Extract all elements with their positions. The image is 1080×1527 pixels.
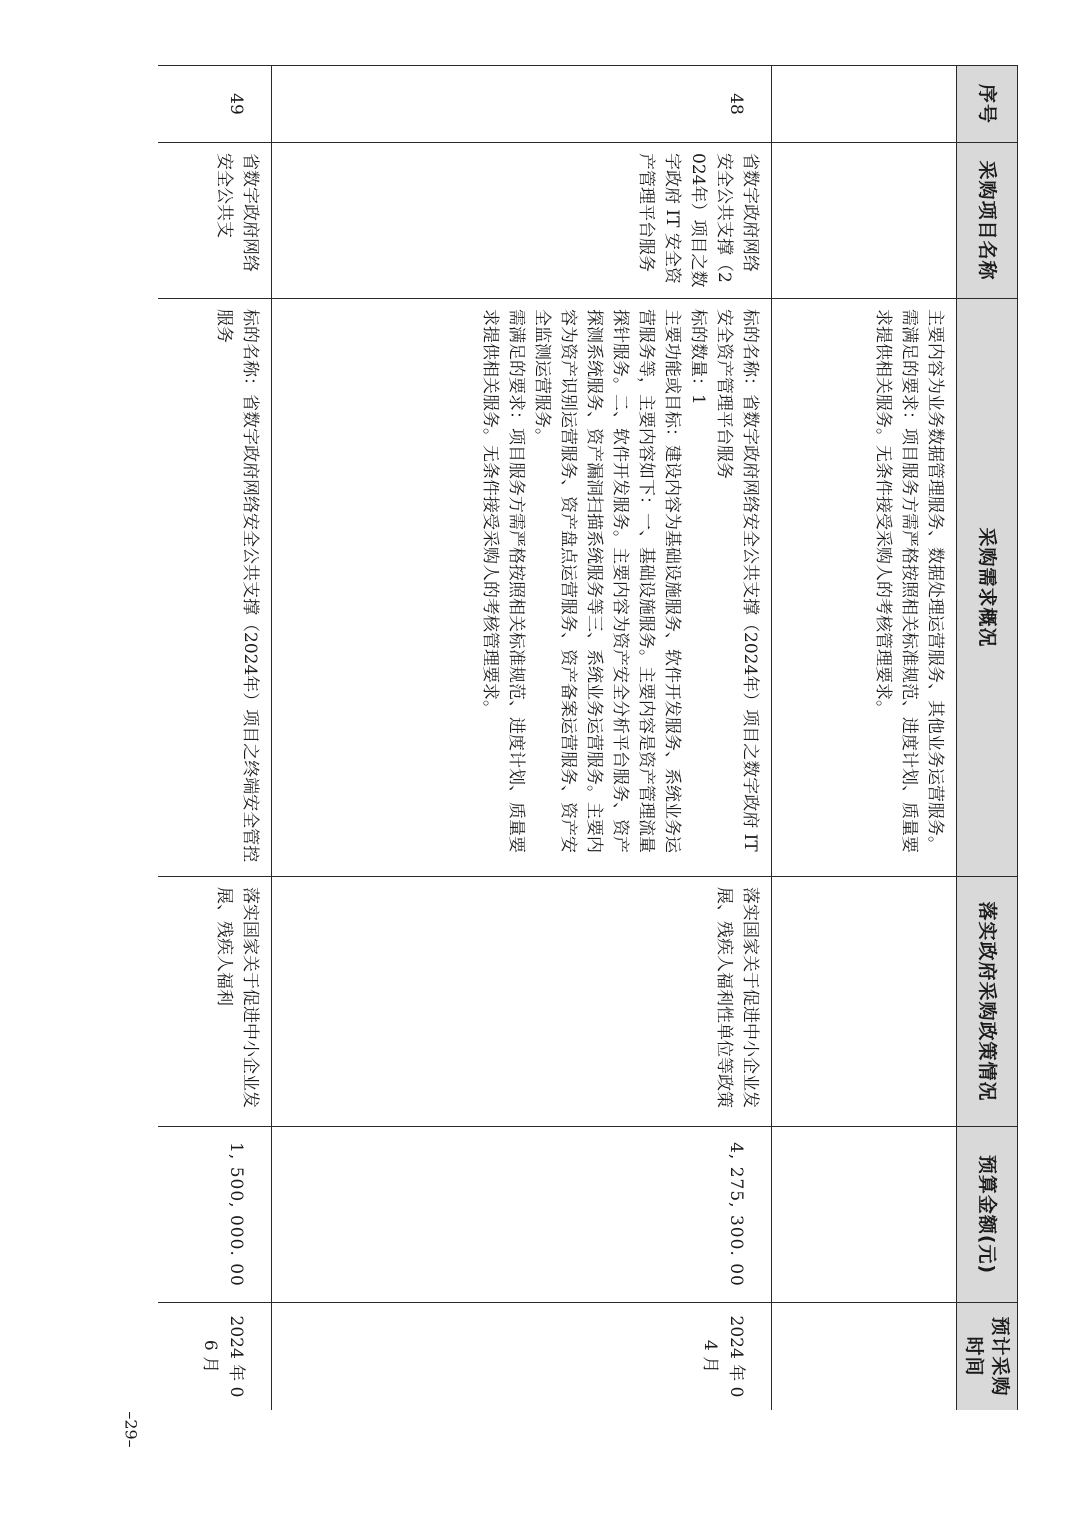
header-row: [957, 66, 1018, 1411]
summary-line: 主要功能或目标：建设内容为基础设施服务、软件开发服务、系统业务运营服务等，主要内容如下：一、基础设施服务。主要内容是资产管理流量探针服务。二、软件开发服务。主要内容为资产安全分析平台服务、资产探测系统服务、资产漏洞扫描系统服务等三、系统业务运营服务。主要内容为资产识别运营服务、资产盘点运营服务、资产备案运营服务、资产安全监测运营服务。: [532, 309, 682, 853]
policy-cell: 落实国家关于促进中小企业发展、残疾人福利性单位等政策: [272, 877, 772, 1127]
procurement-table: [158, 65, 1018, 1410]
table-row: [158, 66, 272, 1411]
summary-line: 标的数量：1: [688, 309, 708, 405]
header-summary: 采购需求概况: [957, 299, 1018, 877]
summary-cell: [272, 299, 772, 877]
summary-line: 主要内容为业务数据管理服务、数据处理运营服务、其他业务运营服务。: [925, 309, 945, 853]
summary-line: 需满足的要求：项目服务方需严格按照相关标准规范、进度计划、质量要求提供相关服务。无条件接受采购人的考核管理要求。: [873, 309, 919, 853]
header-time: 预计采购时间: [957, 1303, 1018, 1411]
summary-cell: [772, 299, 957, 877]
budget-cell: 4, 275, 300. 00: [272, 1127, 772, 1303]
time-cell: [772, 1303, 957, 1411]
page-number: –29–: [121, 1411, 141, 1448]
header-policy: 落实政府采购政策情况: [957, 877, 1018, 1127]
summary-line: 标的名称：省数字政府网络安全公共支撑（2024年）项目之终端安全管控服务: [214, 309, 260, 863]
header-seq: 序号: [957, 66, 1018, 143]
budget-cell: [772, 1127, 957, 1303]
table-row: [772, 66, 957, 1411]
summary-line: 需满足的要求：项目服务方需严格按照相关标准规范、进度计划、质量要求提供相关服务。无条件接受采购人的考核管理要求。: [480, 309, 526, 853]
name-cell: 省数字政府网络安全公共支撑（2024年）项目之数字政府 IT 安全资产管理平台服务: [272, 143, 772, 299]
name-cell: 省数字政府网络安全公共支: [158, 143, 272, 299]
time-cell: 2024 年 06 月: [158, 1303, 272, 1411]
rotated-page: [158, 65, 1018, 1410]
header-budget: 预算金额(元): [957, 1127, 1018, 1303]
summary-line: 标的名称：省数字政府网络安全公共支撑（2024年）项目之数字政府 IT 安全资产管理平台服务: [714, 309, 760, 852]
policy-cell: [772, 877, 957, 1127]
budget-cell: 1, 500, 000. 00: [158, 1127, 272, 1303]
seq-cell: [772, 66, 957, 143]
seq-cell: 48: [272, 66, 772, 143]
name-cell: [772, 143, 957, 299]
header-name: 采购项目名称: [957, 143, 1018, 299]
table-row: [272, 66, 772, 1411]
summary-cell: [158, 299, 272, 877]
seq-cell: 49: [158, 66, 272, 143]
time-cell: 2024 年 04 月: [272, 1303, 772, 1411]
policy-cell: 落实国家关于促进中小企业发展、残疾人福利: [158, 877, 272, 1127]
rotated-content: [158, 65, 1018, 1410]
